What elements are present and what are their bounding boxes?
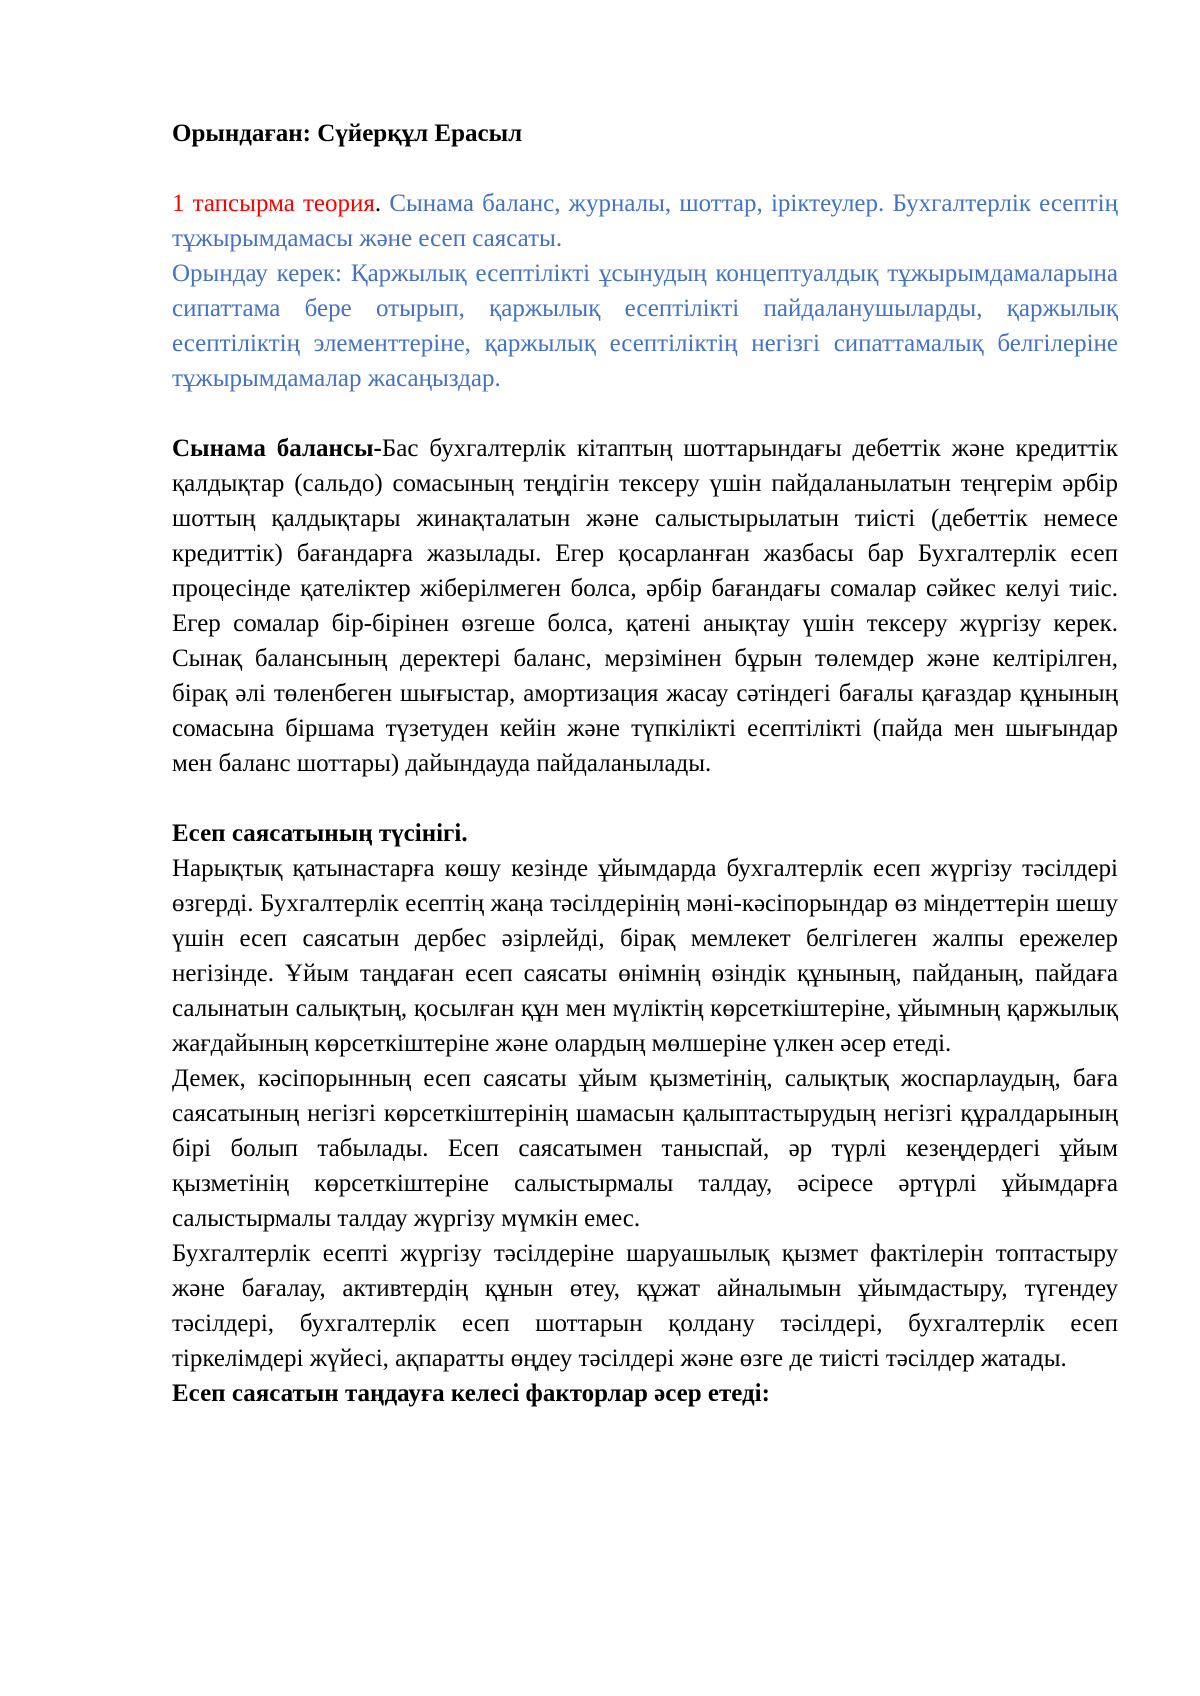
policy-paragraph-3: Бухгалтерлік есепті жүргізу тәсілдеріне шаруашылық қызмет фактілерін топтастыру және бағалау, активтердің құнын өтеу, құжат айналымын ұйымдастыру, түгендеу тәсілдері, бухгалтерлік есеп шоттарын қолдану тәсілдері, бухгалтерлік есеп тіркелімдері жүйесі, ақпаратты өңдеу тәсілдері және өзге де тиісті тәсілдер жатады.	[172, 1240, 1118, 1372]
spacer	[172, 151, 1118, 186]
task-dot: .	[374, 190, 382, 217]
task-instruction: Орындау керек: Қаржылық есептілікті ұсынудың концептуалдық тұжырымдамаларына сипаттама бере отырып, қаржылық есептілікті пайдаланушыларды, қаржылық есептіліктің элементтеріне, қаржылық есептіліктің негізгі сипаттамалық белгілеріне тұжырымдамалар жасаңыздар.	[172, 260, 1118, 392]
section-heading: Есеп саясатының түсінігі.	[172, 820, 468, 847]
author-line: Орындаған: Сүйерқұл Ерасыл	[172, 120, 523, 147]
document-page	[172, 116, 1118, 1411]
task-paragraph	[172, 186, 1118, 256]
factors-heading: Есеп саясатын таңдауға келесі факторлар әсер етеді:	[172, 1380, 770, 1407]
spacer	[172, 781, 1118, 816]
policy-paragraph-2: Демек, кәсіпорынның есеп саясаты ұйым қызметінің, салықтық жоспарлаудың, баға саясатының негізгі көрсеткіштерінің шамасын қалыптастырудың негізгі құралдарының бірі болып табылады. Есеп саясатымен таныспай, әр түрлі кезеңдердегі ұйым қызметінің көрсеткіштеріне салыстырмалы талдау, әсіресе әртүрлі ұйымдарға салыстырмалы талдау жүргізу мүмкін емес.	[172, 1065, 1118, 1232]
trial-balance-paragraph	[172, 431, 1118, 781]
trial-balance-definition: Бас бухгалтерлік кітаптың шоттарындағы дебеттік және кредиттік қалдықтар (сальдо) сомасының теңдігін тексеру үшін пайдаланылатын теңгерім әрбір шоттың қалдықтары жинақталатын және салыстырылатын тиісті (дебеттік немесе кредиттік) бағандарға жазылады. Егер қосарланған жазбасы бар Бухгалтерлік есеп процесінде қателіктер жіберілмеген болса, әрбір бағандағы сомалар сәйкес келуі тиіс. Егер сомалар бір-бірінен өзгеше болса, қатені анықтау үшін тексеру жүргізу керек. Сынақ балансының деректері баланс, мерзімінен бұрын төлемдер және келтірілген, бірақ әлі төленбеген шығыстар, амортизация жасау сәтіндегі бағалы қағаздар құнының сомасына біршама түзетуден кейін және түпкілікті есептілікті (пайда мен шығындар мен баланс шоттары) дайындауда пайдаланылады.	[172, 435, 1118, 777]
task-topic: Сынама баланс, журналы, шоттар, іріктеулер. Бухгалтерлік есептің тұжырымдамасы және есеп саясаты.	[172, 190, 1118, 252]
policy-paragraph-1: Нарықтық қатынастарға көшу кезінде ұйымдарда бухгалтерлік есеп жүргізу тәсілдері өзгерді. Бухгалтерлік есептің жаңа тәсілдерінің мәні-кәсіпорындар өз міндеттерін шешу үшін есеп саясатын дербес әзірлейді, бірақ мемлекет белгілеген жалпы ережелер негізінде. Ұйым таңдаған есеп саясаты өнімнің өзіндік құнының, пайданың, пайдаға салынатын салықтың, қосылған құн мен мүліктің көрсеткіштеріне, ұйымның қаржылық жағдайының көрсеткіштеріне және олардың мөлшеріне үлкен әсер етеді.	[172, 855, 1118, 1057]
trial-balance-term: Сынама балансы-	[172, 435, 382, 462]
task-number-label: 1 тапсырма теория	[172, 190, 375, 217]
spacer	[172, 396, 1118, 431]
